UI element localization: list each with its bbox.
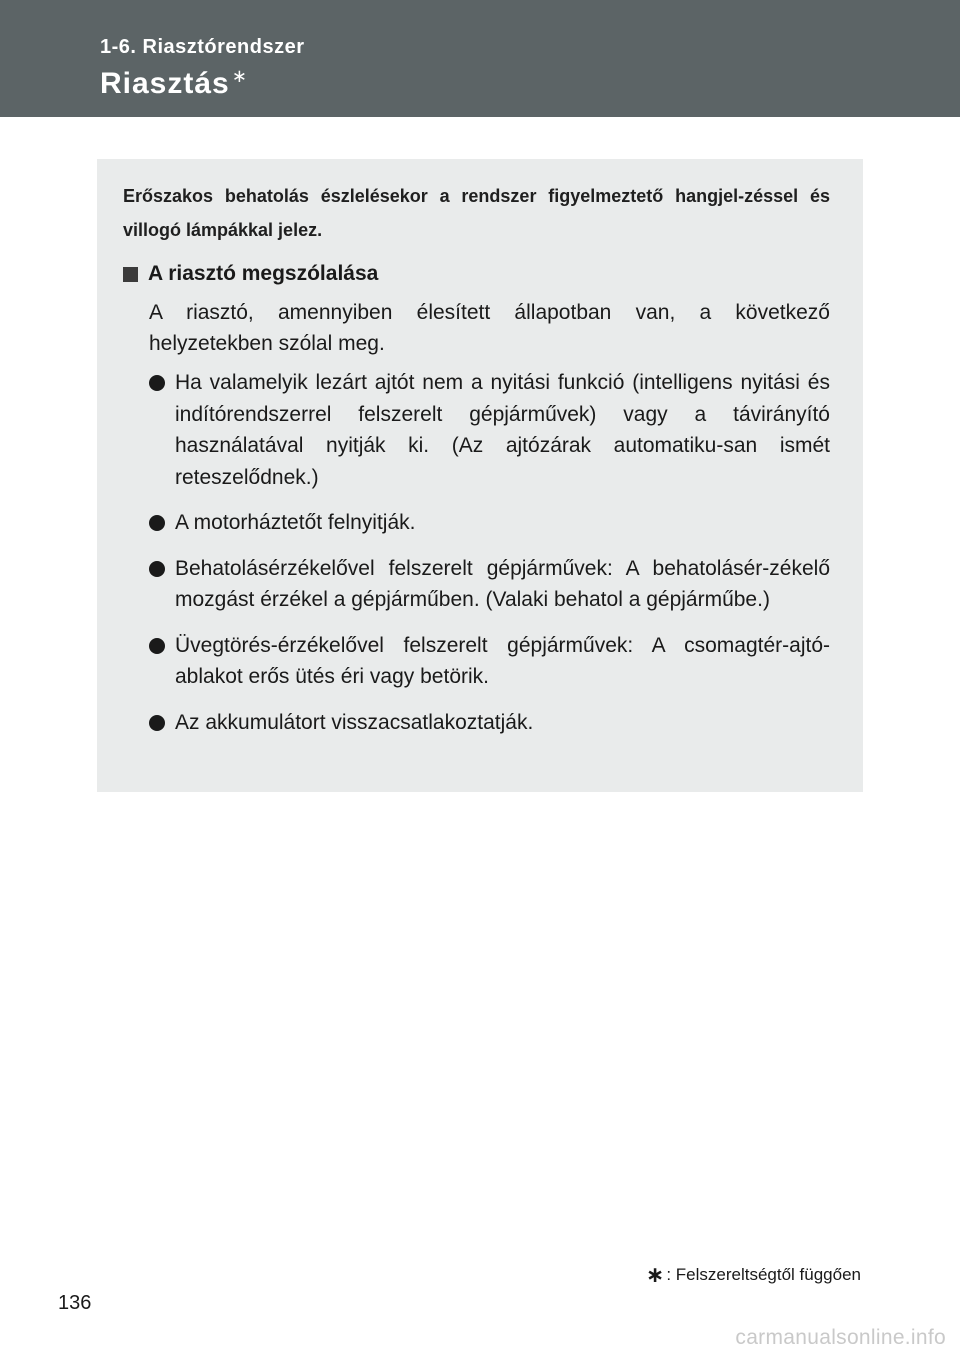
footnote (646, 1262, 861, 1288)
list-item-text: Üvegtörés-érzékelővel felszerelt gépjárművek: A csomagtér-ajtó-ablakot erős ütés éri vagy betörik. (175, 633, 830, 688)
subsection-heading (123, 257, 830, 291)
subsection-title: A riasztó megszólalása (148, 262, 379, 285)
bullet-list (149, 367, 830, 738)
square-bullet-icon (123, 267, 138, 282)
page-header (0, 0, 960, 117)
section-label: 1-6. Riasztórendszer (100, 36, 305, 58)
list-item (149, 707, 830, 739)
bullet-dot-icon (149, 515, 165, 531)
list-item-text: Ha valamelyik lezárt ajtót nem a nyitási funkció (intelligens nyitási és indítórendszerrel felszerelt gépjárművek) vagy a távirányító használatával nyitják ki. (Az ajtózárak automatiku-san ismét reteszelődnek.) (175, 371, 830, 489)
list-item (149, 630, 830, 693)
asterisk-icon: ∗ (645, 1262, 665, 1287)
list-item-text: Behatolásérzékelővel felszerelt gépjárművek: A behatolásér-zékelő mozgást érzékel a gépjárműben. (Valaki behatol a gépjárműbe.) (175, 556, 830, 611)
page-title (100, 66, 248, 101)
subsection-paragraph: A riasztó, amennyiben élesített állapotban van, a következő helyzetekben szólal meg. (149, 301, 830, 355)
page-number: 136 (58, 1292, 92, 1314)
watermark: carmanualsonline.info (735, 1326, 946, 1349)
intro-text: Erőszakos behatolás észlelésekor a rendszer figyelmeztető hangjel-zéssel és villogó lámpákkal jelez. (123, 186, 830, 240)
bullet-dot-icon (149, 561, 165, 577)
bullet-dot-icon (149, 638, 165, 654)
list-item (149, 367, 830, 493)
footnote-text: : Felszereltségtől függően (666, 1265, 861, 1284)
asterisk-icon: ∗ (231, 66, 248, 86)
list-item-text: A motorháztetőt felnyitják. (175, 511, 416, 534)
list-item (149, 507, 830, 539)
list-item-text: Az akkumulátort visszacsatlakoztatják. (175, 710, 534, 734)
bullet-dot-icon (149, 375, 165, 391)
bullet-dot-icon (149, 715, 165, 731)
page-title-text: Riasztás (100, 67, 230, 100)
list-item (149, 553, 830, 616)
content-box (97, 159, 863, 792)
